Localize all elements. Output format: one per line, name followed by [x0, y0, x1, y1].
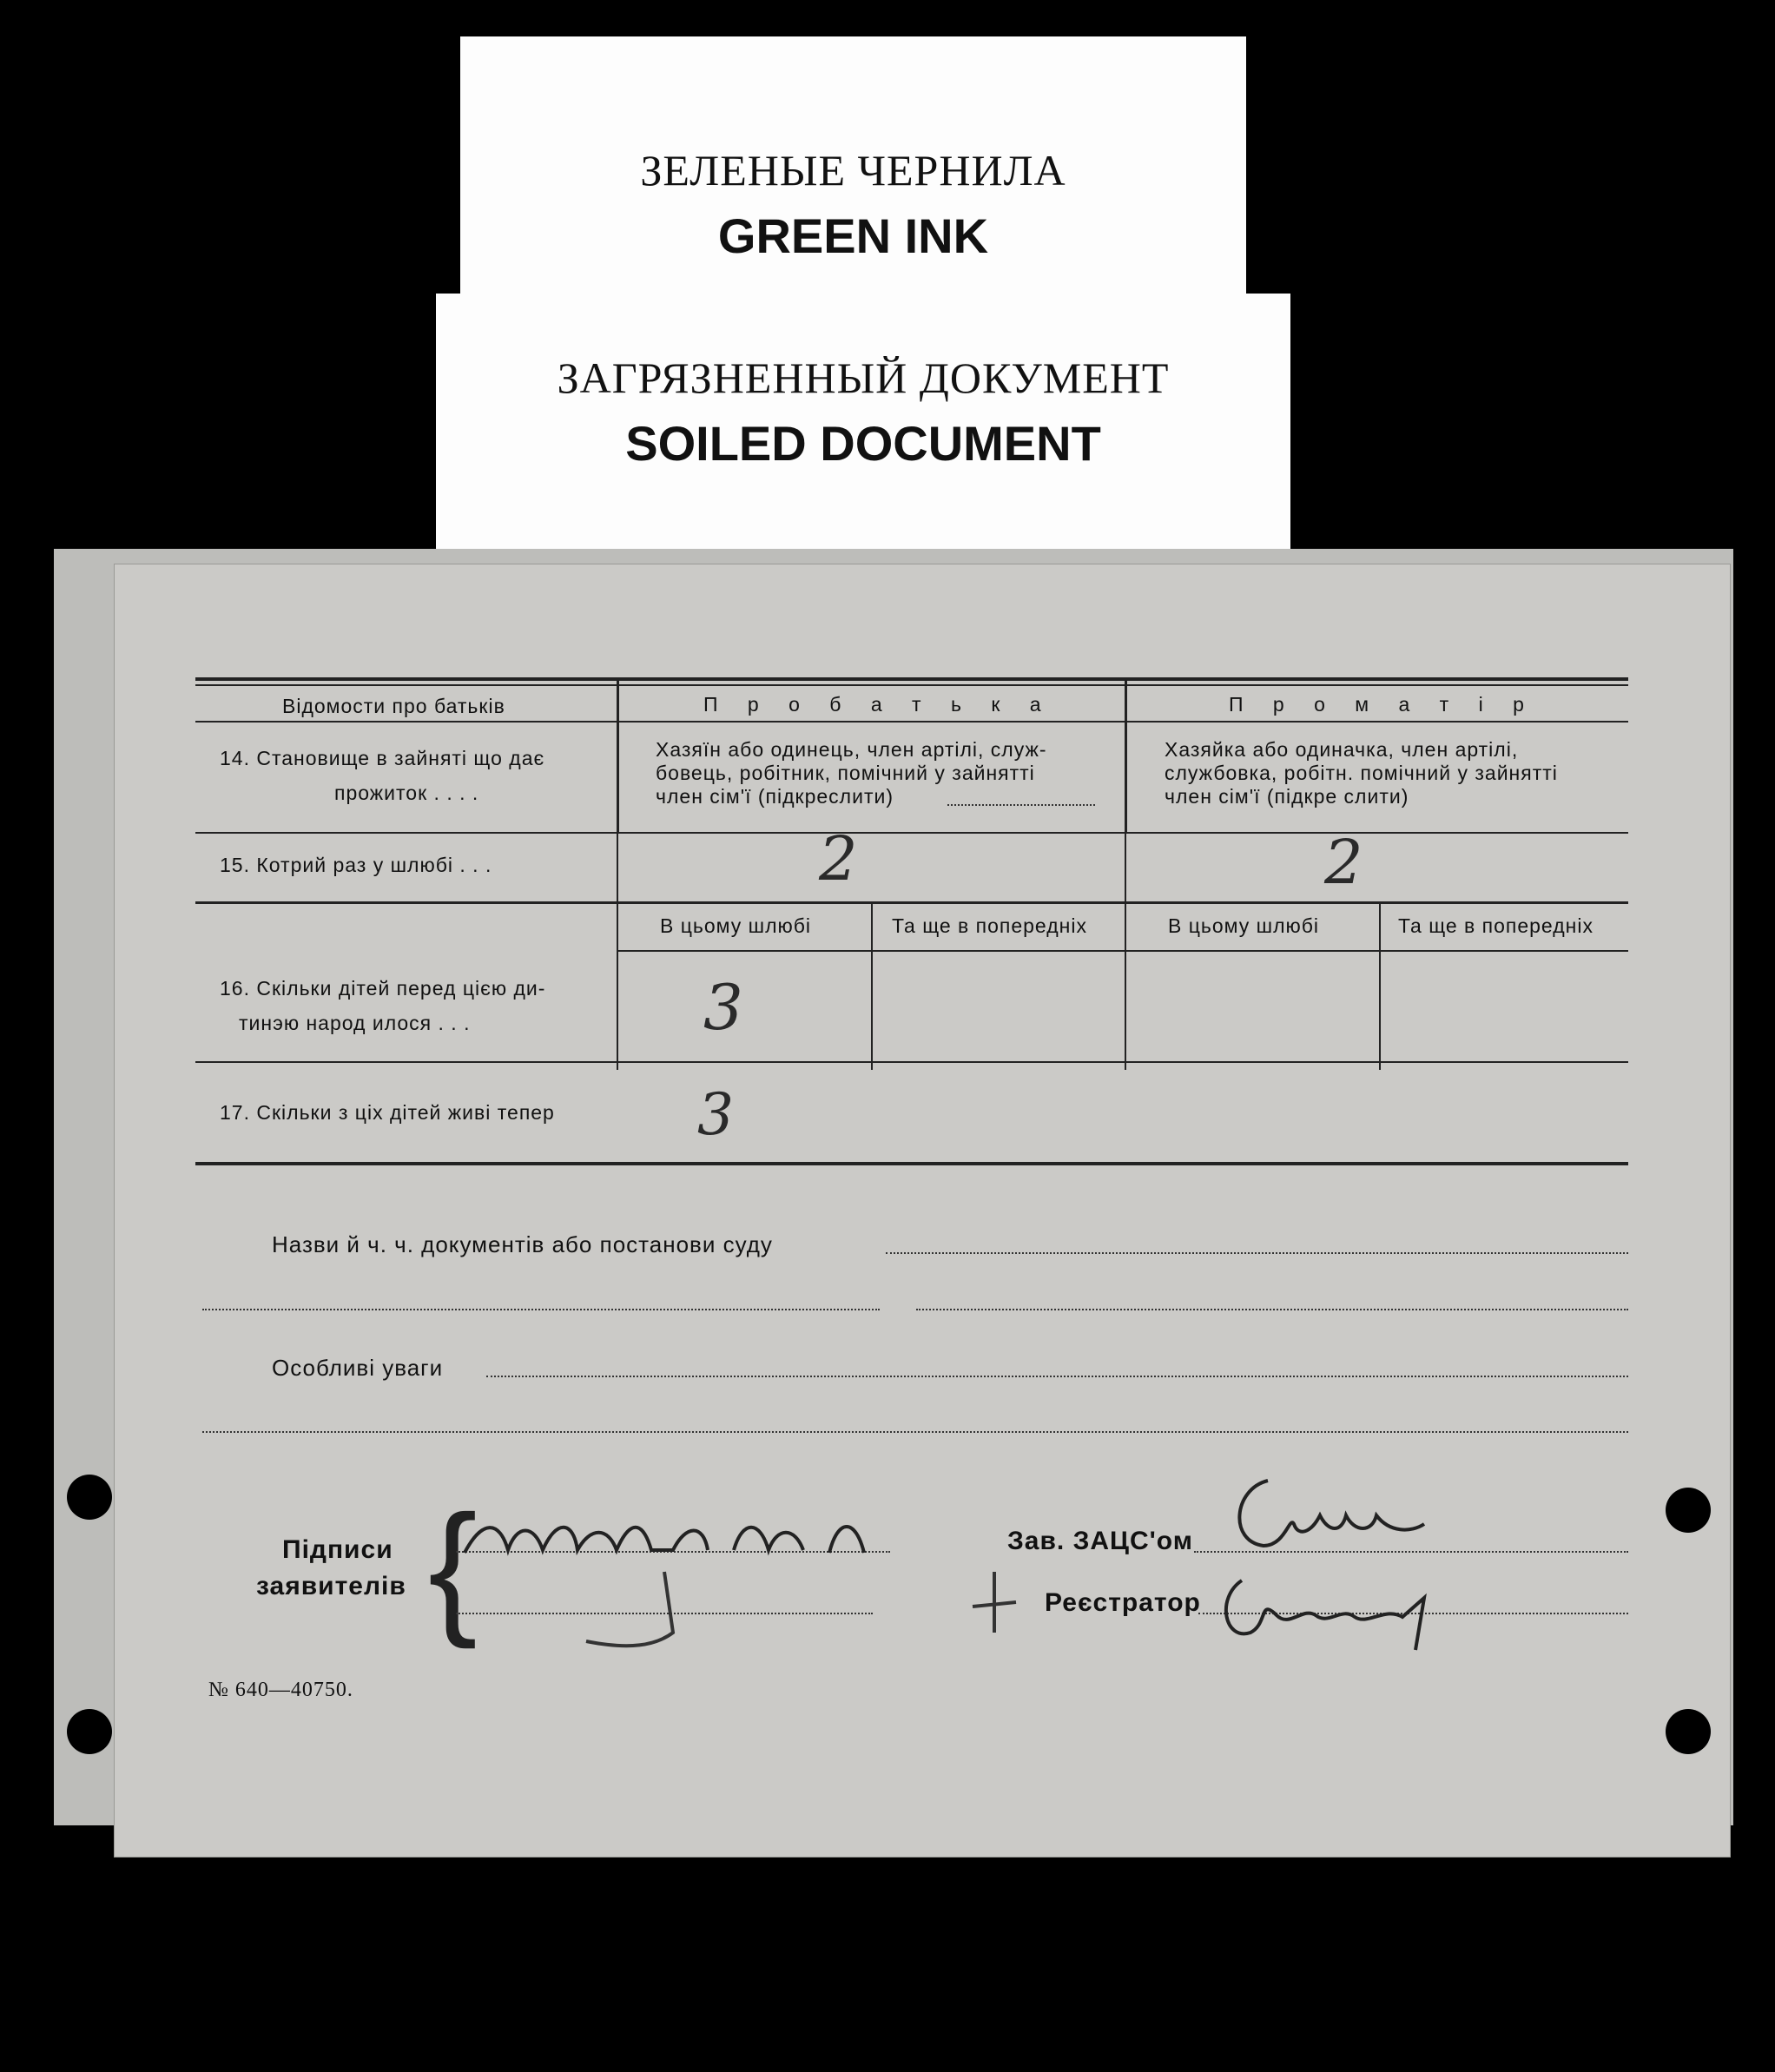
form-number: № 640—40750. [208, 1679, 353, 1701]
row14-father-line2: бовець, робітник, помічний у зайнятті [656, 762, 1035, 784]
row14-father-line3: член сім'ї (підкреслити) [656, 785, 894, 808]
row15-father-value: 2 [819, 823, 859, 894]
applicant-signature [456, 1502, 907, 1676]
header-parents-info: Відомости про батьків [282, 695, 505, 717]
row16-label-line1: 16. Скільки дітей перед цією ди- [220, 977, 546, 1000]
ink-mark [960, 1563, 1029, 1641]
soiled-ru-text: ЗАГРЯЗНЕННЫЙ ДОКУМЕНТ [557, 353, 1170, 402]
head-of-registry-label: Зав. ЗАЦС'ом [1007, 1527, 1193, 1555]
signatures-label-line1: Підписи [282, 1535, 393, 1564]
subheader-mother-this-marriage: В цьому шлюбі [1168, 914, 1320, 937]
registrar-label: Реєстратор [1045, 1588, 1201, 1617]
row14-label-line1: 14. Становище в зайняті що дає [220, 747, 545, 769]
green-ink-label [460, 36, 1246, 313]
green-ink-en-text: GREEN INK [717, 208, 989, 263]
signatures-brace: { [428, 1485, 478, 1650]
header-father: П р о б а т ь к а [703, 693, 1053, 716]
row15-label: 15. Котрий раз у шлюбі . . . [220, 854, 492, 876]
soiled-document-label [436, 294, 1290, 558]
punch-hole [67, 1709, 112, 1754]
head-signature [1216, 1463, 1442, 1567]
row16-label-line2: тинэю народ илося . . . [239, 1012, 471, 1034]
punch-hole [1666, 1488, 1711, 1533]
documents-label: Назви й ч. ч. документів або постанови суду [272, 1231, 773, 1257]
row14-father-line1: Хазяїн або одинець, член артілі, служ- [656, 738, 1047, 761]
row14-mother-line2: службовка, робітн. помічний у зайнятті [1165, 762, 1558, 784]
row14-label-line2: прожиток . . . . [334, 782, 479, 804]
green-ink-ru-text: ЗЕЛЕНЫЕ ЧЕРНИЛА [640, 146, 1066, 195]
row14-mother-line3: член сім'ї (підкре слити) [1165, 785, 1409, 808]
row14-mother-line1: Хазяйка або одиначка, член артілі, [1165, 738, 1519, 761]
header-mother: П р о м а т і р [1229, 693, 1536, 716]
soiled-en-text: SOILED DOCUMENT [625, 416, 1101, 471]
subheader-father-this-marriage: В цьому шлюбі [660, 914, 812, 937]
punch-hole [67, 1475, 112, 1520]
row15-mother-value: 2 [1324, 827, 1364, 898]
row17-father-value: 3 [697, 1081, 735, 1148]
subheader-mother-previous: Та ще в попередніх [1398, 914, 1594, 937]
subheader-father-previous: Та ще в попередніх [892, 914, 1087, 937]
signatures-label-line2: заявителів [256, 1572, 406, 1600]
remarks-label: Особливі уваги [272, 1355, 444, 1381]
punch-hole [1666, 1709, 1711, 1754]
row17-label: 17. Скільки з ціх дітей живі тепер [220, 1101, 555, 1124]
registrar-signature [1207, 1563, 1468, 1659]
row16-father-value: 3 [703, 971, 744, 1044]
